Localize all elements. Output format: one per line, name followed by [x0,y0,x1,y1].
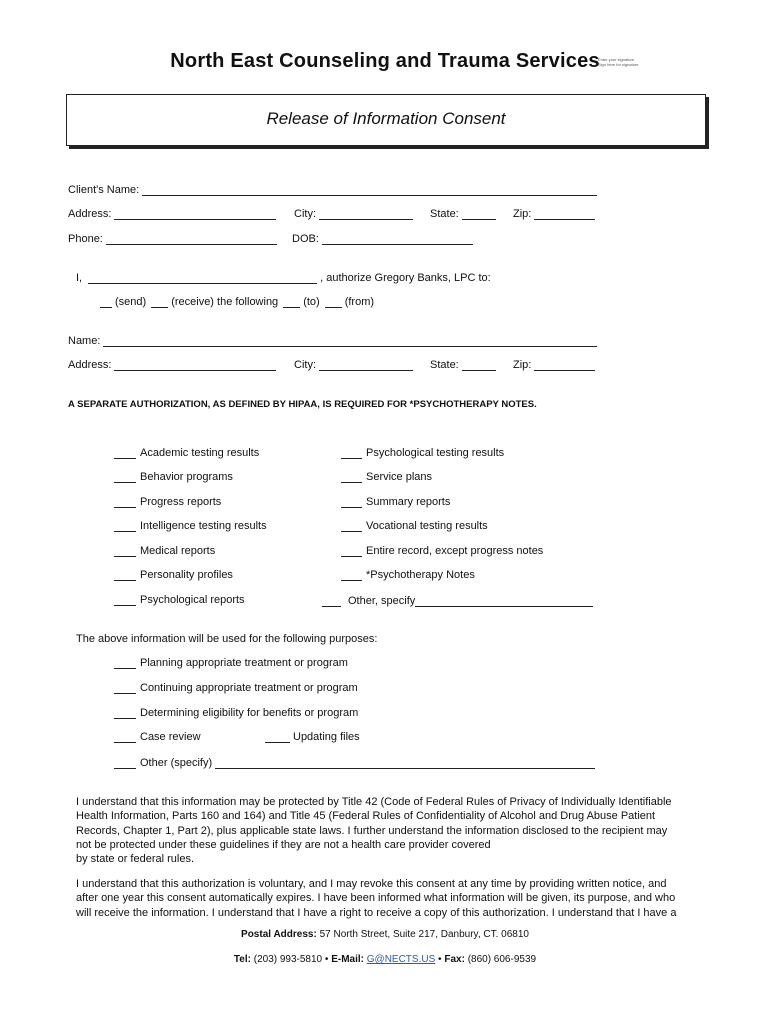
record-checkbox-academic[interactable] [114,447,136,459]
client-city-input[interactable] [319,207,413,220]
purpose-label: Case review [140,731,201,743]
record-checkbox-medical[interactable] [114,545,136,557]
recipient-name-input[interactable] [103,334,597,347]
signature-mark [598,57,638,67]
record-label: Personality profiles [140,569,233,581]
to-blank[interactable] [283,296,300,308]
purpose-checkbox-planning[interactable] [114,657,136,669]
purpose-other-input[interactable] [215,756,595,769]
send-label: (send) [115,296,147,308]
record-item-personality [114,569,233,581]
record-checkbox-other[interactable] [322,595,341,607]
purpose-label: Other (specify) [140,757,213,769]
receive-blank[interactable] [151,296,168,308]
authorizer-name-input[interactable] [88,271,317,284]
authorization-text: , authorize Gregory Banks, LPC to: [320,272,491,284]
form-title-box [66,94,706,146]
client-address-input[interactable] [114,207,276,220]
protection-paragraph [76,795,700,866]
email-label: E-Mail: [331,954,364,965]
purpose-label: Updating files [293,731,360,743]
record-label: Progress reports [140,496,222,508]
tel-label: Tel: [233,954,251,965]
send-receive-line [100,296,374,308]
hipaa-notice: A SEPARATE AUTHORIZATION, AS DEFINED BY HIPAA, IS REQUIRED FOR *PSYCHOTHERAPY NOTES. [68,399,537,410]
record-checkbox-psychological-reports[interactable] [114,594,136,606]
client-state-input[interactable] [462,207,496,220]
purpose-checkbox-eligibility[interactable] [114,707,136,719]
fax-label: Fax: [444,954,465,965]
recipient-state-label: State: [430,359,459,371]
client-name-field [68,183,597,196]
recipient-city-label: City: [294,359,316,371]
client-zip-input[interactable] [534,207,595,220]
fax-value: (860) 606-9539 [467,954,537,965]
record-item-vocational [341,520,488,532]
voluntary-paragraph [76,877,700,920]
record-label: Summary reports [366,496,451,508]
purposes-intro: The above information will be used for the following purposes: [76,633,378,645]
record-item-medical [114,545,215,557]
recipient-city-input[interactable] [319,358,413,371]
recipient-address-field [68,358,276,371]
recipient-zip-field [513,358,595,371]
purpose-item-case-review [114,731,201,743]
client-city-field [294,207,413,220]
bullet-separator: • [438,954,442,965]
record-item-service-plans [341,471,432,483]
client-phone-input[interactable] [106,232,277,245]
record-checkbox-behavior[interactable] [114,471,136,483]
recipient-city-field [294,358,413,371]
signature-mark-line-2: Sign here for signature [598,62,639,67]
client-dob-field [292,232,473,245]
record-item-intelligence [114,520,267,532]
record-checkbox-psychological-testing[interactable] [341,447,362,459]
record-item-behavior [114,471,233,483]
client-state-label: State: [430,208,459,220]
record-item-other [322,594,593,607]
paragraph-line: I understand that this authorization is voluntary, and I may revoke this consent at any time by providing written notice, and [76,878,667,890]
purpose-checkbox-case-review[interactable] [114,731,136,743]
authorization-i-label: I, [76,272,83,284]
record-checkbox-vocational[interactable] [341,520,362,532]
client-phone-label: Phone: [68,233,103,245]
purpose-checkbox-continuing[interactable] [114,682,136,694]
authorization-line [76,271,491,284]
recipient-zip-input[interactable] [534,358,595,371]
tel-value: (203) 993-5810 [253,954,323,965]
email-link[interactable]: G@NECTS.US [366,954,436,965]
client-dob-input[interactable] [322,232,473,245]
paragraph-line: by state or federal rules. [76,853,195,866]
record-label: Vocational testing results [366,520,488,532]
client-address-field [68,207,276,220]
purpose-item-planning [114,657,348,669]
client-address-label: Address: [68,208,112,220]
recipient-address-input[interactable] [114,358,276,371]
purpose-item-continuing [114,682,358,694]
record-item-psychological-reports [114,594,245,606]
record-checkbox-entire-record[interactable] [341,545,362,557]
record-checkbox-personality[interactable] [114,569,136,581]
record-item-psychotherapy-notes [341,569,475,581]
purpose-item-updating-files [265,731,360,743]
client-zip-label: Zip: [513,208,532,220]
purpose-label: Continuing appropriate treatment or program [140,682,358,694]
record-item-psychological-testing [341,447,504,459]
paragraph-line: after one year this consent automatically expires. I have been informed what information will be given, its purpose, and who [76,892,676,905]
record-label: *Psychotherapy Notes [366,569,475,581]
record-label: Behavior programs [140,471,233,483]
paragraph-line: will receive the information. I understand that I have a right to receive a copy of this authorization. I understand that I have a [76,906,677,919]
recipient-zip-label: Zip: [513,359,532,371]
postal-label: Postal Address: [241,929,317,940]
record-item-summary [341,496,450,508]
record-checkbox-service-plans[interactable] [341,471,362,483]
paragraph-line: Health Information, Parts 160 and 164) and Title 45 (Federal Rules of Confidentiality of Alcohol and Drug Abuse Patient [76,810,656,823]
record-label: Service plans [366,471,433,483]
purpose-checkbox-updating-files[interactable] [265,731,290,743]
record-checkbox-summary[interactable] [341,496,362,508]
purpose-label: Planning appropriate treatment or program [140,657,348,669]
recipient-state-field [430,358,496,371]
client-name-input[interactable] [142,183,597,196]
recipient-name-field [68,334,597,347]
record-label: Other, specify [348,595,416,607]
send-blank[interactable] [100,296,112,308]
record-label: Entire record, except progress notes [366,545,544,557]
to-label: (to) [303,296,320,308]
recipient-state-input[interactable] [462,358,496,371]
postal-address: 57 North Street, Suite 217, Danbury, CT. 06810 [319,929,529,940]
record-item-progress [114,496,221,508]
receive-label: (receive) the following [171,296,279,308]
client-dob-label: DOB: [292,233,319,245]
client-phone-field [68,232,277,245]
other-specify-input[interactable] [415,594,593,607]
bullet-separator: • [324,954,329,965]
client-name-label: Client's Name: [68,184,140,196]
record-item-academic [114,447,259,459]
record-item-entire-record [341,545,543,557]
record-label: Psychological testing results [366,447,505,459]
record-checkbox-intelligence[interactable] [114,520,136,532]
purpose-label: Determining eligibility for benefits or program [140,707,359,719]
record-label: Academic testing results [140,447,260,459]
client-state-field [430,207,496,220]
record-label: Intelligence testing results [140,520,267,532]
paragraph-line: not be protected under these guidelines if they are not a health care provider covered [76,838,491,851]
paragraph-line: Records, Chapter 1, Part 2), plus applicable state laws. I further understand the information disclosed to the recipient may [76,824,668,837]
record-checkbox-progress[interactable] [114,496,136,508]
record-label: Psychological reports [140,594,245,606]
footer-contact [0,954,770,965]
signature-mark-line-1: Enter your signature [598,57,635,62]
recipient-name-label: Name: [68,335,101,347]
purpose-item-other [114,756,595,769]
client-zip-field [513,207,595,220]
form-title: Release of Information Consent [266,109,506,128]
from-label: (from) [344,296,375,308]
purpose-checkbox-other[interactable] [114,757,136,769]
from-blank[interactable] [325,296,342,308]
recipient-address-label: Address: [68,359,112,371]
record-label: Medical reports [140,545,216,557]
client-city-label: City: [294,208,316,220]
organization-title: North East Counseling and Trauma Services [170,50,600,72]
record-checkbox-psychotherapy-notes[interactable] [341,569,362,581]
purpose-item-eligibility [114,707,358,719]
paragraph-line: I understand that this information may be protected by Title 42 (Code of Federal Rules of Privacy of Individually Identifiable [76,796,672,808]
footer-postal [0,929,770,940]
